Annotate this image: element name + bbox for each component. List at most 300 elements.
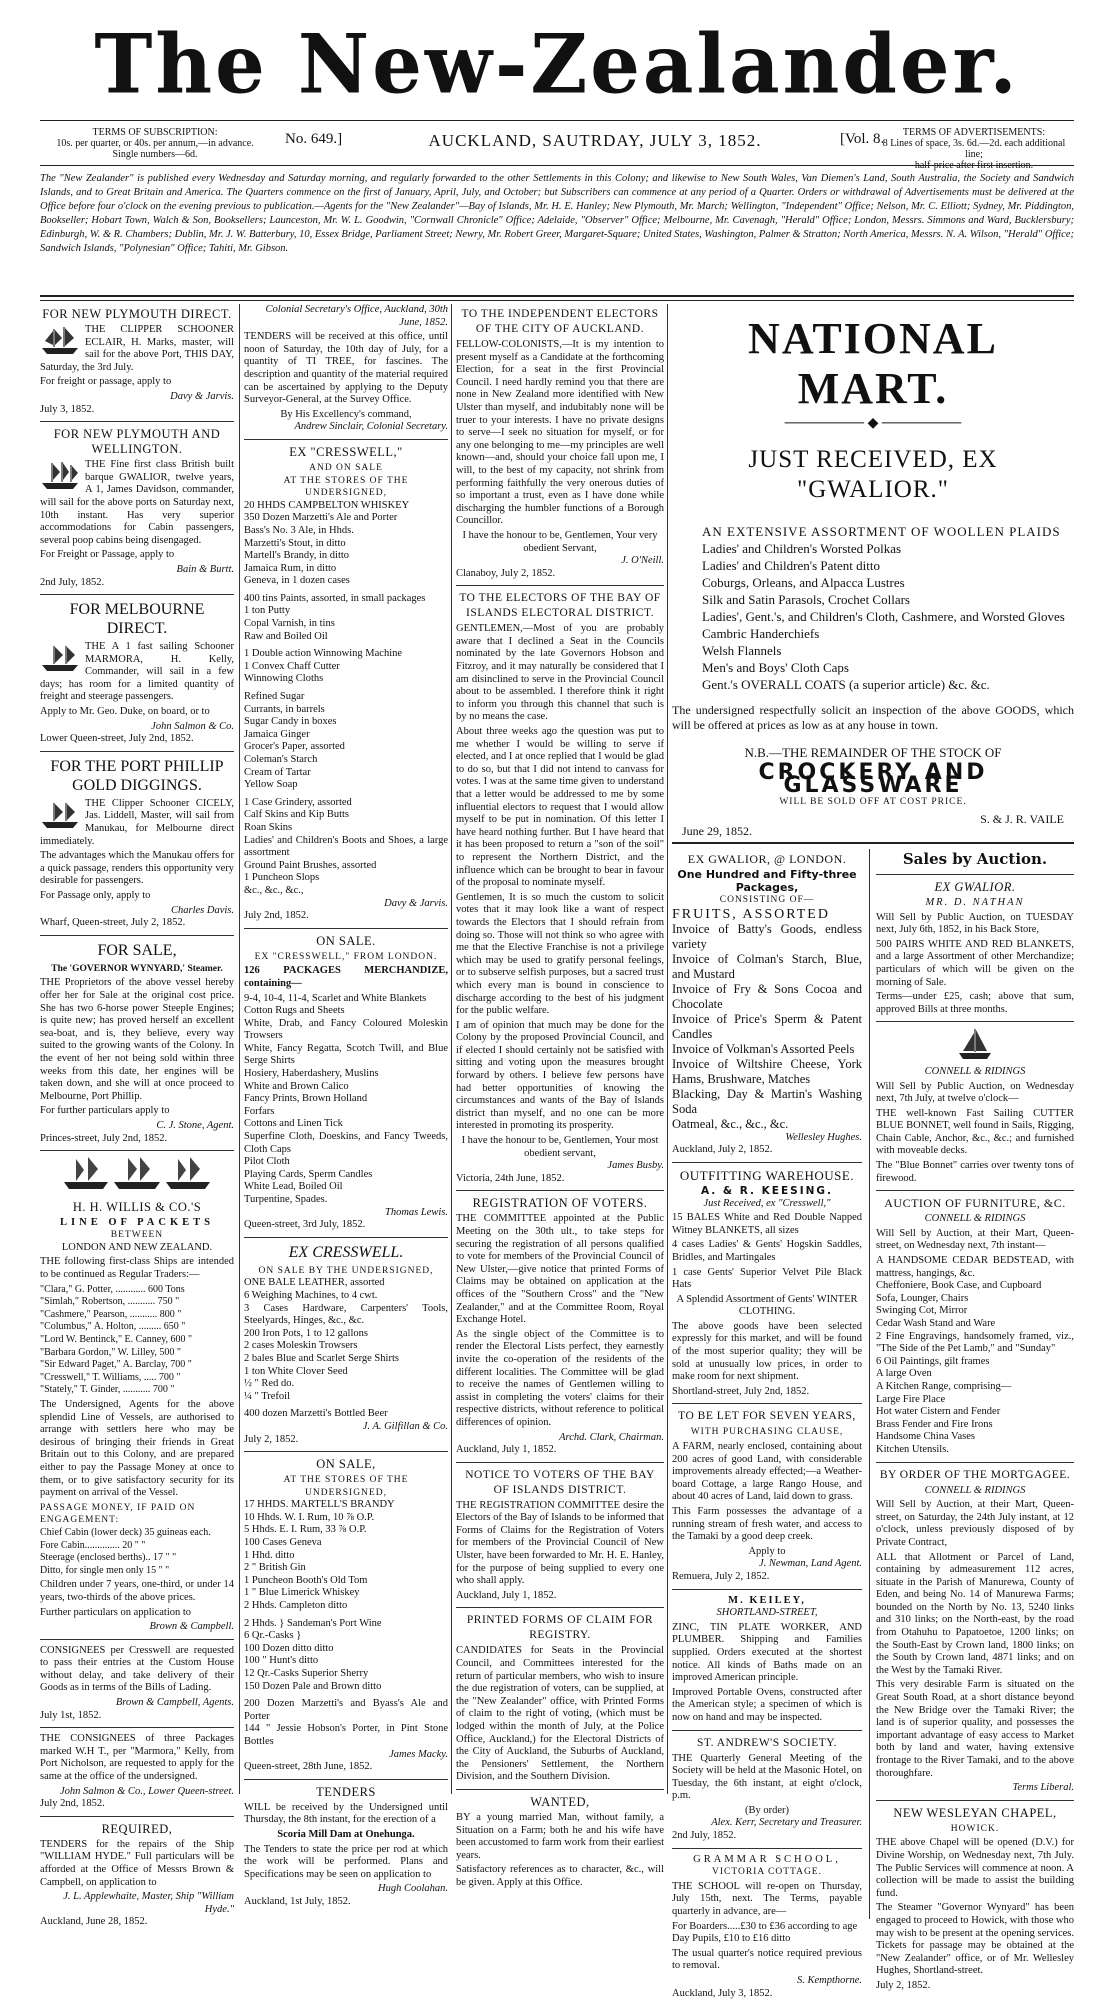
list-item: "Cashmere," Pearson, ........... 800 " bbox=[40, 1308, 182, 1320]
list-item: A large Oven bbox=[876, 1368, 932, 1380]
list-item: Gent.'s OVERALL COATS (a superior article) &c. &c. bbox=[702, 676, 990, 692]
newspaper-title: The New-Zealander. bbox=[94, 16, 1020, 113]
list-item: Oatmeal, &c., &c., &c. bbox=[672, 1116, 789, 1131]
ad-body: 126 PACKAGES MERCHANDIZE, containing— bbox=[244, 965, 448, 989]
list-item: Large Fire Place bbox=[876, 1393, 946, 1405]
ad-closing: I have the honour to be, Gentlemen, Your most obedient servant, bbox=[461, 1135, 659, 1159]
list-item: 10 Hhds. W. I. Rum, 10 ⅞ O.P. bbox=[244, 1511, 375, 1523]
list-item: Calf Skins and Kip Butts bbox=[244, 809, 350, 821]
divider bbox=[244, 1451, 448, 1452]
ad-signature: J. Newman, Land Agent. bbox=[758, 1558, 862, 1570]
ad-body: THE SCHOOL will re-open on Thursday, July 15th, next. The Terms, payable quarterly in advance, are— bbox=[672, 1880, 862, 1918]
volume-number: [Vol. 8. bbox=[840, 131, 885, 147]
list-item: 100 Cases Geneva bbox=[244, 1537, 322, 1549]
list-item: Superfine Cloth, Doeskins, and Fancy Tweeds, Cloth Caps bbox=[244, 1131, 448, 1155]
list-item: 100 Dozen ditto ditto bbox=[244, 1642, 334, 1654]
divider bbox=[876, 1190, 1074, 1191]
list-item: Invoice of Volkman's Assorted Peels bbox=[672, 1041, 855, 1056]
list-item: 12 Qr.-Casks Superior Sherry bbox=[244, 1668, 369, 1679]
ad-heading: REGISTRATION OF VOTERS. bbox=[472, 1196, 648, 1211]
divider bbox=[876, 1462, 1074, 1463]
ad-heading: EX CRESSWELL. bbox=[288, 1243, 404, 1261]
auctioneer-name: CONNELL & RIDINGS bbox=[924, 1213, 1026, 1225]
list-item: A Kitchen Range, comprising— bbox=[876, 1380, 1012, 1392]
ad-body: For freight or passage, apply to bbox=[40, 376, 172, 388]
divider bbox=[456, 1190, 664, 1191]
ad-signature: S. & J. R. VAILE bbox=[980, 811, 1064, 826]
list-item: "Simlah," Robertson, ........... 750 " bbox=[40, 1296, 180, 1308]
issue-number: No. 649.] bbox=[285, 131, 343, 147]
ad-signature: Brown & Campbell. bbox=[149, 1621, 234, 1633]
list-item: A HANDSOME CEDAR BEDSTEAD, with mattress, hangings, &c. bbox=[876, 1255, 1074, 1279]
ad-signature: Hugh Coolahan. bbox=[377, 1883, 448, 1895]
ad-body: ALL that Allotment or Parcel of Land, containing by admeasurement 112 acres, situate in the Parish of Manurewa, County of Eden, and being No. 14 of Manurewa Farms; bounded on the North by No. 13, 5240 links and 310 links; on the North-east, by the road from Otahuhu to Papatoetoe, 1200 links; on the South-East by Crown land, 1800 links; on the South by Crown land, 4871 links; and on the West by the Tamaki River. bbox=[876, 1551, 1074, 1676]
ad-date: Shortland-street, July 2nd, 1852. bbox=[672, 1385, 810, 1397]
ad-body: 15 BALES White and Red Double Napped Witney BLANKETS, all sizes bbox=[672, 1212, 862, 1236]
ad-heading: ST. ANDREW'S SOCIETY. bbox=[697, 1736, 837, 1749]
list-item: 144 " Jessie Hobson's Porter, in Pint Stone Bottles bbox=[244, 1723, 448, 1747]
list-item: "Lord W. Bentinck," E. Canney, 600 " bbox=[40, 1334, 193, 1346]
ship-icon bbox=[40, 326, 80, 356]
divider bbox=[672, 842, 1074, 844]
ad-date: Auckland, 1st July, 1852. bbox=[244, 1895, 351, 1907]
ad-heading: TENDERS bbox=[316, 1784, 376, 1799]
list-item: 200 Dozen Marzetti's and Byass's Ale and Porter bbox=[244, 1698, 448, 1722]
ad-signature: John Salmon & Co., Lower Queen-street. bbox=[59, 1785, 234, 1797]
divider bbox=[244, 1237, 448, 1238]
ad-body: Further particulars on application to bbox=[40, 1606, 192, 1618]
list-item: Coleman's Starch bbox=[244, 754, 318, 765]
ad-date: June 29, 1852. bbox=[682, 823, 752, 838]
list-item: "Barbara Gordon," W. Lilley, 500 " bbox=[40, 1346, 182, 1358]
ad-body: The usual quarter's notice required previous to removal. bbox=[672, 1947, 862, 1972]
list-item: 200 Iron Pots, 1 to 12 gallons bbox=[244, 1327, 368, 1339]
ad-body: For Boarders.....£30 to £36 according to age bbox=[672, 1920, 858, 1932]
ship-icon bbox=[40, 461, 80, 491]
crockery-heading: CROCKERY AND GLASSWARE bbox=[758, 760, 988, 798]
ad-body: 500 PAIRS WHITE AND RED BLANKETS, and a large Assortment of other Merchandize; particulars of which will be given on the morning of Sale. bbox=[876, 938, 1074, 988]
list-item: Coburgs, Orleans, and Alpacca Lustres bbox=[702, 574, 905, 590]
mart-item-list bbox=[672, 523, 1074, 693]
list-item: Silk and Satin Parasols, Crochet Collars bbox=[702, 591, 910, 607]
ad-body: A FARM, nearly enclosed, containing about 200 acres of good Land, with considerable improvements already effected;—a Weather-board Cottage, a large Rango House, and about 40 acres of Land, laid down to grass. bbox=[672, 1441, 862, 1503]
list-item: Fancy Prints, Brown Holland bbox=[244, 1093, 368, 1105]
list-item: Brass Fender and Fire Irons bbox=[876, 1418, 993, 1430]
ad-date: Queen-street, 3rd July, 1852. bbox=[244, 1219, 366, 1231]
list-item: Welsh Flannels bbox=[702, 642, 782, 658]
ad-date: July 1st, 1852. bbox=[40, 1709, 102, 1721]
ad-body: Will Sell by Public Auction, on Wednesday next, 7th July, at twelve o'clock— bbox=[876, 1080, 1074, 1105]
ad-date: Lower Queen-street, July 2nd, 1852. bbox=[40, 733, 194, 745]
auctioneer-name: CONNELL & RIDINGS bbox=[924, 1065, 1026, 1077]
list-item: Roan Skins bbox=[244, 821, 293, 833]
ad-signature: Andrew Sinclair, Colonial Secretary. bbox=[294, 421, 448, 433]
ad-signature: Charles Davis. bbox=[171, 904, 234, 916]
divider bbox=[244, 1779, 448, 1780]
ad-date: 2nd July, 1852. bbox=[672, 1830, 737, 1842]
ad-body: GENTLEMEN,—Most of you are probably aware that I declined a Seat in the Councils nominated by the late Governors Hobson and Fitzroy, and it may naturally be considered that I am disinclined to serve in the Provincial Council about to be assembled. I therefore think it right to inform you through this channel that such is by no means the case. bbox=[456, 623, 664, 723]
list-item: ONE BALE LEATHER, assorted bbox=[244, 1277, 385, 1289]
ad-signature: Wellesley Hughes. bbox=[785, 1131, 862, 1143]
ad-subheading: PASSAGE MONEY, IF PAID ON ENGAGEMENT: bbox=[40, 1502, 196, 1526]
ad-signature: J. O'Neill. bbox=[621, 555, 664, 567]
ad-signature: John Salmon & Co. bbox=[151, 720, 234, 732]
ad-subheading: AT THE STORES OF THE UNDERSIGNED, bbox=[283, 1475, 409, 1498]
ad-terms: Terms Liberal. bbox=[1012, 1782, 1074, 1794]
ad-heading: AUCTION OF FURNITURE, &C. bbox=[884, 1196, 1066, 1211]
national-mart-subtitle: JUST RECEIVED, EX "GWALIOR." bbox=[748, 445, 998, 503]
list-item: Invoice of Price's Sperm & Patent Candles bbox=[672, 1011, 862, 1041]
ad-body: This very desirable Farm is situated on the Great South Road, at a short distance beyond the New Bridge over the Tamaki River; the land is of superior quality, and possesses the important advantage of easy access to Market both by land and water, having extensive frontage to the River Tamaki, and to the above thoroughfare. bbox=[876, 1679, 1074, 1779]
adv-terms-price: 8 Lines of space, 3s. 6d.—2d. each additional line; bbox=[882, 138, 1066, 160]
date-bar bbox=[40, 120, 1074, 171]
list-item: 350 Dozen Marzetti's Ale and Porter bbox=[244, 512, 398, 524]
ad-date: Auckland, July 2, 1852. bbox=[672, 1144, 773, 1156]
masthead bbox=[40, 10, 1074, 120]
ad-body: TENDERS for the repairs of the Ship "WILLIAM HYDE." Full particulars will be afforded at the Office of Messrs Brown & Campbell, on application to bbox=[40, 1838, 234, 1888]
divider bbox=[876, 1800, 1074, 1801]
divider bbox=[876, 874, 1074, 875]
column-4-right bbox=[876, 849, 1074, 1993]
list-item: White, Drab, and Fancy Coloured Moleskin Trowsers bbox=[244, 1017, 448, 1042]
list-item: "Clara," G. Potter, ............ 600 Tons bbox=[40, 1283, 185, 1295]
divider bbox=[40, 1816, 234, 1817]
list-item: Cambric Handerchiefs bbox=[702, 625, 820, 641]
list-item: 6 Weighing Machines, to 4 cwt. bbox=[244, 1289, 378, 1301]
ad-body: For further particulars apply to bbox=[40, 1105, 170, 1117]
mart-nb: N.B.—THE REMAINDER OF THE STOCK OF bbox=[744, 744, 1002, 760]
list-item: Turpentine, Spades. bbox=[244, 1194, 328, 1205]
ad-heading: ON SALE. bbox=[316, 933, 376, 948]
ad-body: A Splendid Assortment of Gents' WINTER CLOTHING. bbox=[676, 1293, 858, 1318]
ad-signature: Alex. Kerr, Secretary and Treasurer. bbox=[711, 1817, 862, 1829]
list-item: FRUITS, ASSORTED bbox=[672, 906, 830, 922]
ad-subheading: HOWICK. bbox=[950, 1823, 1000, 1834]
list-item: 2 Hhds. } Sandeman's Port Wine bbox=[244, 1617, 382, 1629]
ad-body: The Steamer "Governor Wynyard" has been engaged to proceed to Howick, with those who may wish to be present at the opening services. Tickets for passage may be obtained at the "New Zealander" office, or of Mr. Wellesley Hughes, Shortland-street. bbox=[876, 1902, 1074, 1977]
ad-body: THE CONSIGNEES of three Packages marked W.H T., per "Marmora," Kelly, from Port Nicholson, are requested to apply for the same at the office of the undersigned. bbox=[40, 1733, 234, 1783]
ad-body: (By order) bbox=[744, 1804, 790, 1816]
ad-signature: Davy & Jarvis. bbox=[170, 390, 234, 402]
list-item: Copal Varnish, in tins bbox=[244, 618, 335, 630]
ad-subheading: WITH PURCHASING CLAUSE, bbox=[690, 1427, 844, 1438]
ad-heading: TO THE ELECTORS OF THE BAY OF ISLANDS ELECTORAL DISTRICT. bbox=[459, 592, 661, 620]
list-item: 1 Double action Winnowing Machine bbox=[244, 648, 403, 660]
column-3 bbox=[456, 304, 664, 1888]
list-item: 9-4, 10-4, 11-4, Scarlet and White Blankets bbox=[244, 992, 427, 1004]
divider bbox=[456, 1607, 664, 1608]
ad-body: THE Fine first class British built barque GWALIOR, twelve years, A 1, James Davidson, commander, will sail for the above ports on Saturday next, 10th instant. Has very superior accommodations for Cabin passengers, several poop cabins being disengaged. bbox=[40, 459, 234, 546]
list-item: Hot water Cistern and Fender bbox=[876, 1406, 1001, 1418]
list-item: Cottons and Linen Tick bbox=[244, 1118, 343, 1130]
list-item: Winnowing Cloths bbox=[244, 673, 324, 685]
column-4-lower bbox=[672, 849, 1074, 1999]
ad-date: Clanaboy, July 2, 1852. bbox=[456, 567, 556, 579]
ad-date: July 3, 1852. bbox=[40, 403, 95, 415]
ad-body: THE COMMITTEE appointed at the Public Meeting on the 30th ult., to take steps for securing the registration of all persons qualified to vote for members of the Provincial Council of New Ulster,—give notice that printed Forms of Claims may be obtained on application at the offices of the "Southern Cross" and the "New Zealander," and at the Committee Room, Royal Exchange Hotel. bbox=[456, 1213, 664, 1326]
ad-heading: PRINTED FORMS OF CLAIM FOR REGISTRY. bbox=[466, 1614, 654, 1642]
ornament-divider: ──────── ◆ ──────── bbox=[784, 416, 962, 431]
list-item: Ground Paint Brushes, assorted bbox=[244, 859, 377, 871]
ad-body: I am of opinion that much may be done for the Colony by the proposed Provincial Council, and if elected I should certainly not be satisfied with sitting and voting upon the measures brought forward by others. I believe few persons have had better opportunities of knowing the circumstances and wants of the Bay of Islands district than myself, and no one can be more interested in promoting its prosperity. bbox=[456, 1019, 664, 1132]
ship-icon bbox=[40, 800, 80, 830]
column-1 bbox=[40, 304, 234, 1928]
ad-heading: EX GWALIOR. bbox=[934, 879, 1016, 894]
list-item: 1 ton White Clover Seed bbox=[244, 1365, 348, 1377]
list-item: Ditto, for single men only 15 " " bbox=[40, 1564, 170, 1576]
national-mart-title: NATIONAL MART. bbox=[748, 314, 998, 413]
divider bbox=[40, 1727, 234, 1728]
list-item: &c., &c., &c., bbox=[244, 884, 304, 896]
ad-heading: FOR NEW PLYMOUTH AND WELLINGTON. bbox=[53, 427, 221, 457]
ad-heading: FOR THE PORT PHILLIP GOLD DIGGINGS. bbox=[50, 757, 224, 794]
goods-list bbox=[244, 1499, 448, 1748]
ad-body: The above goods have been selected expressly for this market, and will be found of the most superior quality; they will be sold at unusually low prices, in order to make room for next shipment. bbox=[672, 1320, 862, 1383]
ad-body: THE CLIPPER SCHOONER ECLAIR, H. Marks, master, will sail for the above Port, THIS DAY, Saturday, the 3rd July. bbox=[40, 324, 234, 373]
adv-terms-label: TERMS OF ADVERTISEMENTS: bbox=[902, 127, 1046, 138]
divider bbox=[672, 1730, 862, 1731]
list-item: ½ " Red do. bbox=[244, 1378, 295, 1390]
list-item: Cheffoniere, Book Case, and Cupboard bbox=[876, 1280, 1042, 1292]
auction-section-heading: Sales by Auction. bbox=[902, 849, 1048, 868]
list-item: White, Fancy Regatta, Scotch Twill, and Blue Serge Shirts bbox=[244, 1042, 448, 1067]
ad-body: THE following first-class Ships are intended to be continued as Regular Traders:— bbox=[40, 1256, 234, 1281]
publication-notice: The "New Zealander" is published every Wednesday and Saturday morning, and regularly forwarded to the other Settlements in this Colony; and likewise to New South Wales, Van Diemen's Land, South Australia, the Society and Sandwich Islands, and to Great Britain and America. The Quarters commence on the first of January, April, July, and October; but Subscribers can commence at any period of a Quarter. Orders or withdrawal of Advertisements must be delivered at the Office before four o'clock on the evening previous to publication.—Agents for the "New Zealander"—Bay of Islands, Mr. H. E. Hanley; New Plymouth, Mr. March; Wellington, "Independent" Office; Nelson, Mr. C. Elliott; Sydney, Mr. Piddington, Bookseller; Hobart Town, Walch & Son, Booksellers; Launceston, Mr. W. L. Goodwin, "Cornwall Chronicle" Office; Adelaide, "Observer" Office; Melbourne, Mr. Cavenagh, "Herald" Office; London, Messrs. Simmons and Ward, Bucklersbury; Edinburgh, W. & R. Chambers; Dublin, Mr. J. W. Batterbury, 10, Essex Bridge, Parliament Street; Newry, Mr. Robert Greer, Margaret-Square; United States, Washington, Palmer & Stratton; North America, Messrs. N. A. Wilson, "Herald" Office; Sandwich Islands, "Polynesian" Office; Tahiti, Mr. Gibson. bbox=[40, 173, 1074, 254]
ad-heading: TO THE INDEPENDENT ELECTORS OF THE CITY OF AUCKLAND. bbox=[461, 308, 659, 335]
list-item: 1 ton Putty bbox=[244, 605, 291, 617]
list-item: 400 dozen Marzetti's Bottled Beer bbox=[244, 1408, 388, 1420]
ad-body: Children under 7 years, one-third, or under 14 years, two-thirds of the above prices. bbox=[40, 1579, 234, 1603]
divider bbox=[672, 1589, 862, 1590]
ships-illustration bbox=[40, 1156, 234, 1197]
ad-heading: H. H. WILLIS & CO.'S bbox=[72, 1199, 202, 1214]
terms-single: Single numbers—6d. bbox=[112, 149, 198, 160]
ad-date: Auckland, June 28, 1852. bbox=[40, 1916, 148, 1928]
list-item: Playing Cards, Sperm Candles bbox=[244, 1168, 373, 1180]
ship-list bbox=[40, 1284, 234, 1397]
ad-heading: ON SALE, bbox=[316, 1457, 376, 1472]
list-item: Pilot Cloth bbox=[244, 1156, 290, 1168]
list-item: 150 Dozen Pale and Brown ditto bbox=[244, 1680, 382, 1692]
divider bbox=[456, 1462, 664, 1463]
ad-body: Apply to bbox=[748, 1545, 786, 1557]
double-rule bbox=[40, 295, 1074, 301]
ad-body: THE Proprietors of the above vessel hereby offer her for Sale at the original cost price. She has two 6-horse power Steeple Engines; is quite new; has proved herself an excellent sea-boat, and is, they believe, every way suited to the growing wants of the Colony. In the event of her not being sold within three weeks from this date, her engines will be taken down, and she will at once proceed to Melbourne, Port Phillip. bbox=[40, 977, 234, 1102]
ship-icon bbox=[955, 1027, 995, 1061]
ad-body: THE Clipper Schooner CICELY, Jas. Liddell, Master, will sail from Manukau, for Melbourne direct immediately. bbox=[40, 797, 234, 847]
ad-date: July 2nd, 1852. bbox=[40, 1798, 105, 1810]
ad-signature: C. J. Stone, Agent. bbox=[156, 1119, 234, 1131]
list-item: Invoice of Fry & Sons Cocoa and Chocolate bbox=[672, 981, 862, 1011]
goods-list bbox=[244, 1277, 448, 1421]
ad-date: July 2nd, 1852. bbox=[244, 910, 309, 922]
ad-body: 4 cases Ladies' & Gents' Hogskin Saddles, Bridles, and Martingales bbox=[672, 1239, 862, 1263]
ad-date: Victoria, 24th June, 1852. bbox=[456, 1172, 565, 1184]
divider bbox=[40, 1150, 234, 1151]
list-item: Sofa, Lounger, Chairs bbox=[876, 1292, 969, 1304]
goods-list bbox=[244, 993, 448, 1207]
list-item: 1 Puncheon Booth's Old Tom bbox=[244, 1574, 368, 1586]
auctioneer-name: CONNELL & RIDINGS bbox=[924, 1484, 1026, 1496]
list-item: White Lead, Boiled Oil bbox=[244, 1181, 343, 1193]
list-item: Chief Cabin (lower deck) 35 guineas each. bbox=[40, 1526, 211, 1538]
ad-heading: REQUIRED, bbox=[101, 1821, 173, 1836]
ad-body: This Farm possesses the advantage of a running stream of fresh water, and access to the Tamaki by a good deep creek. bbox=[672, 1506, 862, 1543]
ad-heading: EX "CRESSWELL," bbox=[289, 444, 403, 459]
list-item: "Cresswell," T. Williams, ..... 700 " bbox=[40, 1371, 181, 1383]
list-item: Raw and Boiled Oil bbox=[244, 630, 328, 642]
list-item: Jamaica Ginger bbox=[244, 728, 310, 740]
ad-date: Remuera, July 2, 1852. bbox=[672, 1570, 770, 1582]
ad-body: CONSIGNEES per Cresswell are requested to pass their entries at the Custom House without delay, and take delivery of their Goods as in terms of the Bills of Lading. bbox=[40, 1644, 234, 1694]
list-item: 2 bales Blue and Scarlet Serge Shirts bbox=[244, 1352, 399, 1364]
list-item: Hosiery, Haberdashery, Muslins bbox=[244, 1068, 379, 1080]
ad-heading: FOR SALE, bbox=[97, 941, 177, 959]
ad-body: The Undersigned, Agents for the above splendid Line of Vessels, are authorised to arrange with settlers here who may be desirous of bringing their friends in Great Britain out to this Colony, and are prepared either to pay the Passage Money at once to them, or to give satisfactory security for its payment on arrival of the Vessel. bbox=[40, 1399, 234, 1499]
ad-signature: Archd. Clark, Chairman. bbox=[559, 1431, 664, 1443]
ship-icon bbox=[40, 643, 80, 673]
ad-subheading: LONDON AND NEW ZEALAND. bbox=[61, 1241, 213, 1253]
divider bbox=[456, 585, 664, 586]
ad-body: Gentlemen, It is so much the custom to solicit votes that it may look like a want of respect towards the Electors that I should refrain from doing so. Those will not think so who agree with me that the Elective Franchise is not a privilege which may be used to gratify personal feelings, or to subserve selfish purposes, but a sacred trust which every man is bound in conscience to discharge according to the best of his judgment for the public welfare. bbox=[456, 891, 664, 1017]
ad-subheading: CONSISTING OF— bbox=[719, 895, 815, 906]
list-item: 6 Oil Paintings, gilt frames bbox=[876, 1355, 990, 1367]
ad-body: WILL be received by the Undersigned until Thursday, the 8th instant, for the erection of a bbox=[244, 1801, 448, 1826]
ad-heading: M. KEILEY, bbox=[728, 1594, 806, 1606]
ad-body: As the single object of the Committee is to render the Electoral Lists perfect, they earnestly invite the co-operation of the residents of the different localities. The Committee will be glad to receive the names of Gentlemen willing to assist in completing the voters' claims for their respective districts, without reference to political differences of opinion. bbox=[456, 1328, 664, 1428]
terms-label: TERMS OF SUBSCRIPTION: bbox=[92, 127, 218, 138]
divider bbox=[40, 751, 234, 752]
list-item: 1 Case Grindery, assorted bbox=[244, 796, 352, 808]
column-4 bbox=[672, 304, 1074, 1999]
adv-terms-half: half-price after first insertion. bbox=[914, 160, 1034, 171]
ad-signature: Davy & Jarvis. bbox=[384, 897, 448, 909]
divider bbox=[244, 928, 448, 929]
goods-list bbox=[244, 500, 448, 898]
list-item: Fore Cabin.............. 20 " " bbox=[40, 1539, 146, 1551]
list-item: Invoice of Wiltshire Cheese, York Hams, Brushware, Matches bbox=[672, 1056, 862, 1086]
list-item: Men's and Boys' Cloth Caps bbox=[702, 659, 849, 675]
list-item: Invoice of Colman's Starch, Blue, and Mustard bbox=[672, 951, 862, 981]
fare-list bbox=[40, 1527, 234, 1577]
mart-text: The undersigned respectfully solicit an inspection of the above GOODS, which will be offered at prices as low as at any house in town. bbox=[672, 702, 1074, 732]
ad-heading: GRAMMAR SCHOOL, bbox=[693, 1853, 841, 1865]
ad-body: Day Pupils, £10 to £16 ditto bbox=[672, 1933, 791, 1945]
ad-closing: I have the honour to be, Gentlemen, Your very obedient Servant, bbox=[462, 529, 658, 554]
auctioneer-name: MR. D. NATHAN bbox=[925, 896, 1025, 908]
list-item: Martell's Brandy, in ditto bbox=[244, 550, 350, 562]
list-item: 5 Hhds. E. I. Rum, 33 ⅞ O.P. bbox=[244, 1524, 367, 1536]
column-4-left bbox=[672, 849, 862, 2000]
list-item: Ladies' and Children's Patent ditto bbox=[702, 557, 880, 573]
ad-body: BY a young married Man, without family, a Situation on a Farm; both he and his wife have been accustomed to farm work from their earliest years. bbox=[456, 1811, 664, 1861]
list-item: Ladies', Gent.'s, and Children's Cloth, Cashmere, and Worsted Gloves bbox=[702, 608, 1065, 624]
ad-body: ZINC, TIN PLATE WORKER, AND PLUMBER. Shipping and Families supplied. Orders executed at the shortest notice. All kinds of Baths made on an improved American principle. bbox=[672, 1621, 862, 1684]
ad-signature: Bain & Burtt. bbox=[176, 563, 234, 575]
ad-date: Queen-street, 28th June, 1852. bbox=[244, 1761, 373, 1773]
divider bbox=[244, 439, 448, 440]
ad-heading: OUTFITTING WAREHOUSE. bbox=[679, 1167, 855, 1183]
list-item: Ladies' and Children's Worsted Polkas bbox=[702, 540, 902, 556]
ad-subheading: ON SALE BY THE UNDERSIGNED, bbox=[258, 1265, 434, 1276]
list-item: Invoice of Batty's Goods, endless variety bbox=[672, 921, 862, 951]
cutter-illustration bbox=[876, 1027, 1074, 1066]
list-item: Blacking, Day & Martin's Washing Soda bbox=[672, 1086, 862, 1116]
ad-body: Will Sell by Auction, at their Mart, Queen-street, on Saturday, the 24th July instant, at 12 o'clock, unless previously disposed of by Private Contract, bbox=[876, 1499, 1074, 1548]
ad-body: THE A 1 fast sailing Schooner MARMORA, H. Kelly, Commander, will sail in a few days; has room for a limited quantity of freight and steerage passengers. bbox=[40, 641, 234, 703]
ad-subheading: EX "CRESSWELL," FROM LONDON. bbox=[254, 951, 438, 962]
ad-subheading: Just Received, ex "Cresswell," bbox=[703, 1197, 831, 1209]
ad-body: THE well-known Fast Sailing CUTTER BLUE BONNET, well found in Sails, Rigging, Chain Cable, Anchor, &c., &c.; and furnished with moveable decks. bbox=[876, 1107, 1074, 1157]
ad-body: 1 case Gents' Superior Velvet Pile Black Hats bbox=[672, 1266, 862, 1291]
list-item: Handsome China Vases bbox=[876, 1431, 975, 1443]
ad-signature: Thomas Lewis. bbox=[384, 1206, 448, 1218]
goods-list bbox=[672, 907, 862, 1132]
list-item: Bass's No. 3 Ale, in Hhds. bbox=[244, 524, 354, 536]
ad-signature: Brown & Campbell, Agents. bbox=[115, 1697, 234, 1709]
list-item: 400 tins Paints, assorted, in small packages bbox=[244, 592, 426, 604]
list-item: "Stately," T. Ginder, ........... 700 " bbox=[40, 1384, 175, 1396]
ad-date: July 2, 1852. bbox=[876, 1979, 931, 1991]
ad-body: The advantages which the Manukau offers for a quick passage, renders this opportunity very desirable for passengers. bbox=[40, 850, 234, 887]
list-item: Cotton Rugs and Sheets bbox=[244, 1005, 345, 1017]
ad-signature: J. L. Applewhaite, Master, Ship "William Hyde." bbox=[63, 1891, 234, 1915]
ad-dateline: Colonial Secretary's Office, Auckland, 30th June, 1852. bbox=[265, 304, 448, 328]
ad-signature: James Macky. bbox=[389, 1748, 448, 1760]
list-item: Ladies' and Children's Boots and Shoes, a large assortment bbox=[244, 834, 448, 859]
ad-date: Princes-street, July 2nd, 1852. bbox=[40, 1132, 168, 1144]
ad-body: For Passage only, apply to bbox=[40, 890, 151, 901]
column-rule bbox=[667, 304, 668, 1794]
ad-body: TENDERS will be received at this office, until noon of Saturday, the 10th day of July, for a quantity of TI TREE, for fascines. The description and quantity of the material required can be ascertained by applying to the Deputy Surveyor-General, at the Survey Office. bbox=[244, 331, 448, 406]
list-item: 1 " Blue Limerick Whiskey bbox=[244, 1587, 360, 1599]
ad-body: Satisfactory references as to character, &c., will be given. Apply at this Office. bbox=[456, 1864, 664, 1888]
ad-date: Wharf, Queen-street, July 2, 1852. bbox=[40, 917, 186, 929]
list-item: ¼ " Trefoil bbox=[244, 1390, 291, 1402]
ad-date: July 2, 1852. bbox=[244, 1433, 299, 1445]
ad-heading: BY ORDER OF THE MORTGAGEE. bbox=[879, 1468, 1071, 1481]
column-rule bbox=[869, 849, 870, 1919]
mart-cost: WILL BE SOLD OFF AT COST PRICE. bbox=[779, 797, 967, 808]
list-item: 1 Convex Chaff Cutter bbox=[244, 660, 340, 672]
list-item: 17 HHDS. MARTELL'S BRANDY bbox=[244, 1499, 395, 1511]
list-item: AN EXTENSIVE ASSORTMENT OF WOOLLEN PLAIDS bbox=[702, 523, 1061, 539]
ad-heading: NOTICE TO VOTERS OF THE BAY OF ISLANDS DISTRICT. bbox=[465, 1468, 655, 1496]
terms-price: 10s. per quarter, or 40s. per annum,—in advance. bbox=[56, 138, 254, 149]
list-item: Cream of Tartar bbox=[244, 766, 311, 778]
ad-heading: FOR NEW PLYMOUTH DIRECT. bbox=[42, 307, 232, 321]
list-item: Kitchen Utensils. bbox=[876, 1443, 949, 1455]
divider bbox=[672, 1848, 862, 1849]
ad-subheading: AND ON SALE bbox=[309, 462, 383, 473]
divider bbox=[40, 935, 234, 936]
ad-date: 2nd July, 1852. bbox=[40, 576, 105, 588]
list-item: 100 " Hunt's ditto bbox=[244, 1655, 319, 1667]
ad-body: About three weeks ago the question was put to me whether I would be willing to serve if elected, and I at once replied that I would be glad to do so, but that I did not intend to canvass for votes. I was at the same time given to understand that a letter would be addressed to me by some influential electors to request that I would allow myself to be put in nomination. Of this letter I have heard nothing further. But I have heard that it has been proposed to return a "son of the soil" to represent the Northern District, and the influence which can be brought to bear in favour of the proposal to nominate myself. bbox=[456, 726, 664, 889]
list-item: Swinging Cot, Mirror bbox=[876, 1305, 968, 1317]
divider bbox=[456, 1789, 664, 1790]
divider bbox=[672, 1162, 862, 1163]
list-item: 20 HHDS CAMPBELTON WHISKEY bbox=[244, 499, 410, 511]
list-item: Forfars bbox=[244, 1105, 275, 1117]
advertisement-terms bbox=[874, 127, 1074, 171]
ad-body: The Tenders to state the price per rod at which the work will be performed. Plans and Specifications may be seen on application to bbox=[244, 1843, 448, 1880]
ad-body: Terms—under £25, cash; above that sum, approved Bills at three months. bbox=[876, 991, 1074, 1015]
list-item: Yellow Soap bbox=[244, 779, 298, 791]
ad-heading: TO BE LET FOR SEVEN YEARS, bbox=[678, 1410, 856, 1423]
ad-signature: James Busby. bbox=[607, 1160, 664, 1172]
list-item: Grocer's Paper, assorted bbox=[244, 741, 345, 753]
